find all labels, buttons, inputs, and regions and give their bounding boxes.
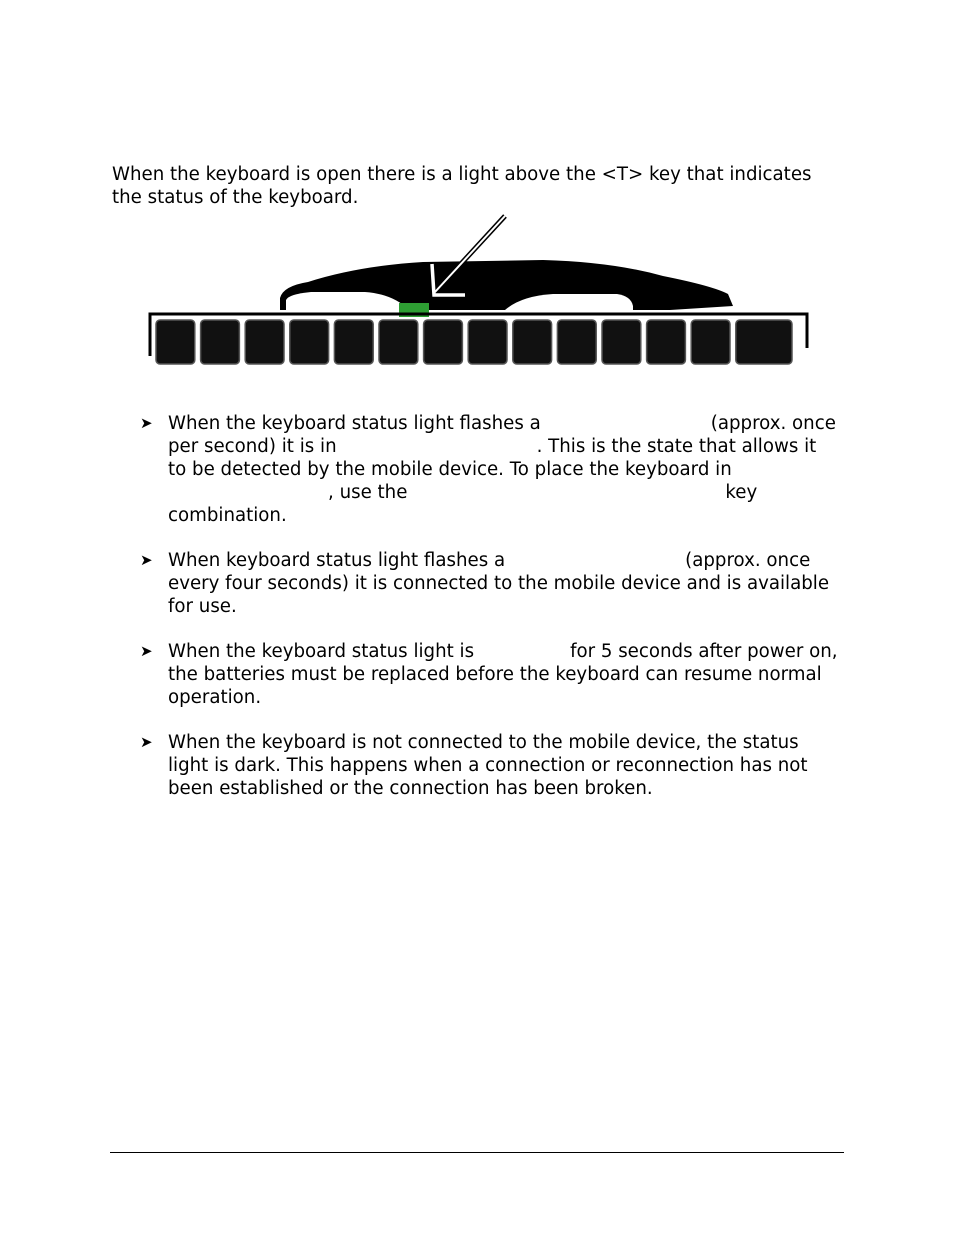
intro-paragraph: When the keyboard is open there is a light above the <T> key that indicates the status of the keyboard. xyxy=(112,164,812,208)
arrow-bullet-icon: ➤ xyxy=(140,642,153,660)
arrow-bullet-icon: ➤ xyxy=(140,551,153,569)
bullet-flashing-slow: ➤ When keyboard status light flashes a (approx. once every four seconds) it is connected to the mobile device and is available for use. xyxy=(140,550,830,617)
keyboard-key xyxy=(557,320,596,364)
footer-divider xyxy=(110,1152,844,1153)
keyboard-key xyxy=(513,320,552,364)
keyboard-key xyxy=(691,320,730,364)
status-bullet-list xyxy=(140,412,840,822)
keyboard-key xyxy=(379,320,418,364)
keyboard-key xyxy=(468,320,507,364)
keyboard-key xyxy=(201,320,240,364)
keyboard-status-light-figure xyxy=(143,210,810,370)
bullet-solid-light: ➤ When the keyboard status light is for 5 seconds after power on, the batteries must be replaced before the keyboard can resume normal operation. xyxy=(140,641,838,708)
keyboard-key xyxy=(334,320,373,364)
arrow-bullet-icon: ➤ xyxy=(140,733,153,751)
arrow-bullet-icon: ➤ xyxy=(140,414,153,432)
keyboard-key xyxy=(424,320,463,364)
keyboard-key xyxy=(647,320,686,364)
keyboard-key xyxy=(245,320,284,364)
bullet-flashing-fast: ➤ When the keyboard status light flashes a (approx. once per second) it is in . This is the state that allows it to be detected by the mobile device. To place the keyboard in, use the key combination. xyxy=(140,413,836,526)
keyboard-keys xyxy=(156,320,792,364)
keyboard-key xyxy=(602,320,641,364)
keyboard-key xyxy=(736,320,792,364)
keyboard-key xyxy=(290,320,329,364)
bullet-dark-light: ➤ When the keyboard is not connected to the mobile device, the status light is dark. This happens when a connection or reconnection has not been established or the connection has been broken. xyxy=(140,732,808,799)
keyboard-key xyxy=(156,320,195,364)
